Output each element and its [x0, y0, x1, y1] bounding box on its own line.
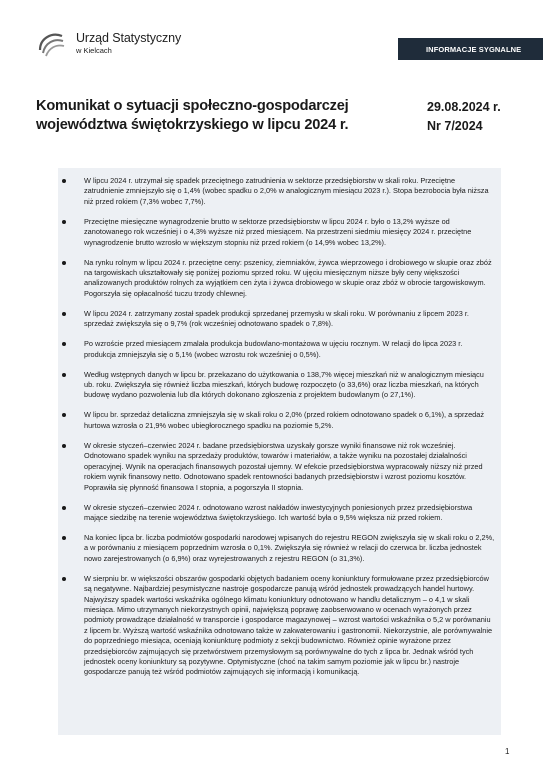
org-name: Urząd Statystyczny	[76, 30, 182, 45]
bullet-icon	[62, 413, 66, 417]
list-item-text: Według wstępnych danych w lipcu br. przekazano do użytkowania o 138,7% więcej mieszkań niż w analogicznym miesiącu ub. roku. Zwiększyła się również liczba mieszkań, których budowę rozpoczęto (o 33,6%) oraz liczba mieszkań, na których budowę wydano pozwolenia lub dla których dokonano zgłoszenia z projektem budowlanym (o 27,1%).	[84, 369, 484, 400]
list-item	[58, 441, 501, 493]
list-item	[58, 258, 501, 300]
list-item-text: W sierpniu br. w większości obszarów gospodarki objętych badaniem oceny koniunktury formułowane przez przedsiębiorców są negatywne. Najbardziej pesymistyczne nastroje gospodarcze panują wśród jednostek prowadzących handel hurtowy. Najwyższy spadek wartości wskaźnika ogólnego klimatu koniunktury odnotowano w handlu detalicznym – o 4,1 w skali miesiąca. Mimo utrzymanych niekorzystnych opinii, największą poprawę zaobserwowano w ocenach wyrażonych przez podmioty prowadzące działalność w transporcie i gospodarce magazynowej – wzrost wartości wskaźnika o 5,2 w porównaniu z lipcem br. Wyższą wartość wskaźnika odnotowano także w zakwaterowaniu i gastronomii. Niekorzystnie, ale porównywalnie do poprzedniego miesiąca, oceniają koniunkturę podmioty z sekcji budownictwo. Również opinie wyrażone przez przedsiębiorców zajmujących się przetwórstwem przemysłowym są porównywalne do tych z lipca br. Jednak wśród tych jednostek oceny koniunktury są pozytywne. Optymistyczne (choć na takim samym poziomie jak w lipcu br.) nastroje gospodarcze panują też wśród podmiotów zajmujących się informacją i komunikacją.	[84, 573, 493, 677]
list-item	[58, 410, 501, 431]
list-item	[58, 176, 501, 207]
section-badge: INFORMACJE SYGNALNE	[398, 38, 543, 60]
bullet-icon	[62, 312, 66, 316]
list-item-text: Na rynku rolnym w lipcu 2024 r. przeciętne ceny: pszenicy, ziemniaków, żywca wieprzowego i drobiowego w skupie oraz zbóż na targowiskach ukształtowały się poniżej poziomu sprzed roku. W ujęciu miesięcznym niższe były ceny większości analizowanych produktów rolnych za wyjątkiem cen żyta i żywca drobiowego w skupie oraz zbóż w obrocie targowiskowym. Pogorszyła się opłacalność tuczu trzody chlewnej.	[84, 257, 492, 298]
list-item-text: Przeciętne miesięczne wynagrodzenie brutto w sektorze przedsiębiorstw w lipcu 2024 r. było o 13,2% wyższe od zanotowanego rok wcześniej i o 4,3% wyższe niż przed miesiącem. Na przestrzeni siedmiu miesięcy 2024 r. przeciętne wynagrodzenie brutto wzrosło w większym stopniu niż przed rokiem (o 14,9% wobec 13,2%).	[84, 216, 472, 247]
list-item-text: Po wzroście przed miesiącem zmalała produkcja budowlano-montażowa w ujęciu rocznym. W relacji do lipca 2023 r. produkcja zmniejszyła się o 5,1% (wobec wzrostu rok wcześniej o 0,5%).	[84, 339, 463, 359]
bullet-icon	[62, 536, 66, 540]
list-item-text: Na koniec lipca br. liczba podmiotów gospodarki narodowej wpisanych do rejestru REGON zwiększyła się w skali roku o 2,2%, a w porównaniu z miesiącem poprzednim wzrosła o 0,1%. Zwiększyła się również w relacji do czerwca br. liczba jednostek nowo zarejestrowanych (o 6,9%) oraz wyrejestrowanych z rejestru REGON (o 31,3%).	[84, 532, 495, 563]
bullet-icon	[62, 261, 66, 265]
bullet-icon	[62, 577, 66, 581]
list-item	[58, 217, 501, 248]
summary-list	[58, 176, 501, 687]
list-item-text: W lipcu 2024 r. utrzymał się spadek przeciętnego zatrudnienia w sektorze przedsiębiorstw w skali roku. Przeciętne zatrudnienie zmniejszyło się o 1,4% (wobec spadku o 2,0% w analogicznym miesiącu 2023 r.). Stopa bezrobocia była niższa niż przed rokiem (7,3% wobec 7,7%).	[84, 176, 489, 206]
page-title: Komunikat o sytuacji społeczno-gospodarczej województwa świętokrzyskiego w lipcu 2024 r.	[36, 98, 349, 133]
list-item	[58, 503, 501, 524]
publication-number: Nr 7/2024	[427, 119, 483, 133]
org-city: w Kielcach	[76, 45, 112, 55]
page-number: 1	[505, 747, 510, 756]
list-item	[58, 533, 501, 564]
logo-text	[76, 32, 181, 55]
bullet-icon	[62, 506, 66, 510]
bullet-icon	[62, 373, 66, 377]
bullet-icon	[62, 444, 66, 448]
publication-meta	[427, 98, 501, 136]
logo	[36, 28, 181, 58]
bullet-icon	[62, 179, 66, 183]
list-item-text: W okresie styczeń–czerwiec 2024 r. badane przedsiębiorstwa uzyskały gorsze wyniki finansowe niż rok wcześniej. Odnotowano spadek wyniku na sprzedaży produktów, towarów i materiałów, a także wyniku na pozostałej działalności operacyjnej. Wynik na operacjach finansowych pozostał ujemny. W efekcie przedsiębiorstwa wypracowały niższy niż przed rokiem wynik finansowy netto. Odnotowano spadek rentowności badanych przedsiębiorstw i wzrost poziomu kosztów. Poprawiła się płynność finansowa I stopnia, a pogorszyła II stopnia.	[84, 440, 483, 492]
publication-date: 29.08.2024 r.	[427, 100, 501, 114]
bullet-icon	[62, 342, 66, 346]
list-item-text: W okresie styczeń–czerwiec 2024 r. odnotowano wzrost nakładów inwestycyjnych poniesionych przez przedsiębiorstwa mające siedzibę na terenie województwa świętokrzyskiego. Ich wartość była o 9,5% większa niż przed rokiem.	[84, 502, 473, 522]
list-item-text: W lipcu br. sprzedaż detaliczna zmniejszyła się w skali roku o 2,0% (przed rokiem odnotowano spadek o 6,1%), a sprzedaż hurtowa wzrosła o 21,9% wobec ubiegłorocznego spadku na poziomie 5,2%.	[84, 410, 485, 430]
logo-mark-icon	[36, 28, 72, 58]
bullet-icon	[62, 220, 66, 224]
list-item-text: W lipcu 2024 r. zatrzymany został spadek produkcji sprzedanej przemysłu w skali roku. W porównaniu z lipcem 2023 r. sprzedaż zwiększyła się o 9,7% (rok wcześniej odnotowano spadek o 7,8%).	[84, 308, 469, 329]
list-item	[58, 309, 501, 330]
list-item	[58, 339, 501, 360]
list-item	[58, 370, 501, 401]
list-item	[58, 574, 501, 678]
